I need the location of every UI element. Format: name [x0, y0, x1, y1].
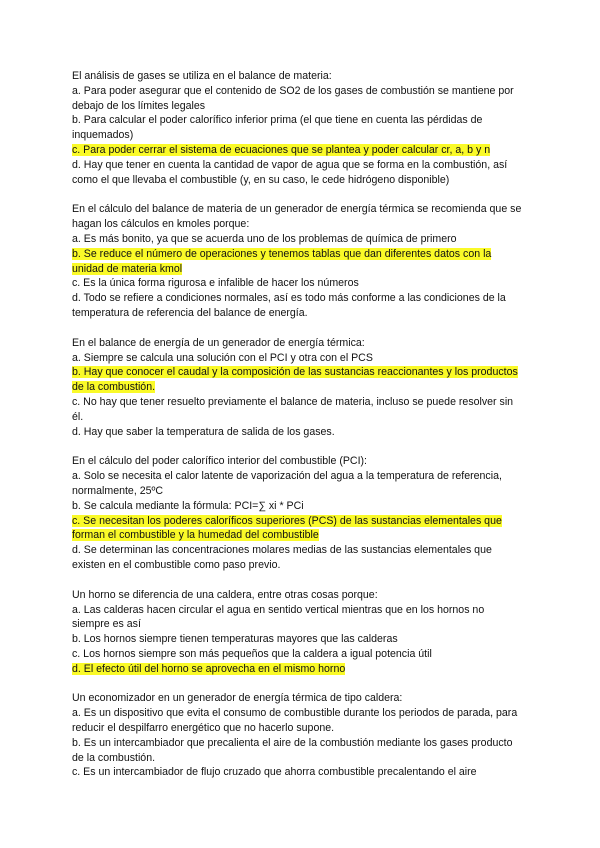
answer-option-b: b. Para calcular el poder calorífico inferior prima (el que tiene en cuenta las pérdidas de inquemados) [72, 114, 483, 142]
answer-option-d: d. Hay que saber la temperatura de salida de los gases. [72, 425, 335, 438]
answer-option-b: b. Los hornos siempre tienen temperaturas mayores que las calderas [72, 633, 398, 646]
answer-option-d-highlighted: d. El efecto útil del horno se aprovecha en el mismo horno [72, 662, 346, 675]
answer-option-a: a. Para poder asegurar que el contenido de SO2 de los gases de combustión se mantiene por debajo de los límites legales [72, 84, 514, 112]
answer-option-a: a. Es un dispositivo que evita el consumo de combustible durante los periodos de parada, para reducir el despilfarro energético que no hacerlo supone. [72, 707, 518, 735]
answer-option-d: d. Todo se refiere a condiciones normales, así es todo más conforme a las condiciones de la temperatura de referencia del balance de energía. [72, 292, 506, 319]
question-stem: En el balance de energía de un generador de energía térmica: [72, 336, 365, 349]
question-stem: En el cálculo del poder calorífico interior del combustible (PCI): [72, 455, 367, 468]
answer-option-d: d. Hay que tener en cuenta la cantidad de vapor de agua que se forma en la combustión, así como el que llevaba el combustible (y, en su caso, le cede hidrógeno disponible) [72, 158, 508, 186]
question-6 [72, 691, 522, 780]
answer-option-c: c. Es la única forma rigurosa e infalible de hacer los números [72, 277, 359, 290]
document-page [72, 69, 522, 795]
answer-option-c-highlighted: c. Se necesitan los poderes caloríficos superiores (PCS) de las sustancias elementales que forman el combustible y la humedad del combustible [72, 514, 502, 542]
question-4 [72, 454, 522, 572]
answer-option-b-highlighted: b. Se reduce el número de operaciones y tenemos tablas que dan diferentes datos con la unidad de materia kmol [72, 247, 492, 275]
answer-option-c: c. No hay que tener resuelto previamente el balance de materia, incluso se puede resolver sin él. [72, 395, 514, 423]
answer-option-a: a. Es más bonito, ya que se acuerda uno de los problemas de química de primero [72, 232, 457, 245]
answer-option-a: a. Las calderas hacen circular el agua en sentido vertical mientras que en los hornos no siempre es así [72, 603, 485, 631]
question-5 [72, 588, 522, 677]
answer-option-c: c. Es un intercambiador de flujo cruzado que ahorra combustible precalentando el aire [72, 766, 477, 779]
answer-option-c: c. Los hornos siempre son más pequeños que la caldera a igual potencia útil [72, 647, 432, 660]
question-stem: Un economizador en un generador de energía térmica de tipo caldera: [72, 692, 403, 705]
answer-option-c-highlighted: c. Para poder cerrar el sistema de ecuaciones que se plantea y poder calcular cr, a, b y n [72, 143, 491, 156]
question-3 [72, 336, 522, 440]
answer-option-a: a. Solo se necesita el calor latente de vaporización del agua a la temperatura de referencia, normalmente, 25ºC [72, 470, 502, 497]
question-1 [72, 69, 522, 187]
answer-option-b: b. Es un intercambiador que precalienta el aire de la combustión mediante los gases producto de la combustión. [72, 736, 513, 764]
answer-option-a: a. Siempre se calcula una solución con el PCI y otra con el PCS [72, 351, 373, 364]
question-stem: El análisis de gases se utiliza en el balance de materia: [72, 70, 332, 82]
answer-option-d: d. Se determinan las concentraciones molares medias de las sustancias elementales que existen en el combustible como paso previo. [72, 544, 492, 571]
question-2 [72, 202, 522, 320]
answer-option-b-highlighted: b. Hay que conocer el caudal y la composición de las sustancias reaccionantes y los productos de la combustión. [72, 366, 518, 394]
question-stem: Un horno se diferencia de una caldera, entre otras cosas porque: [72, 588, 378, 601]
question-stem: En el cálculo del balance de materia de un generador de energía térmica se recomienda que se hagan los cálculos en kmoles porque: [72, 203, 522, 231]
answer-option-b: b. Se calcula mediante la fórmula: PCI=∑ xi * PCi [72, 499, 304, 512]
